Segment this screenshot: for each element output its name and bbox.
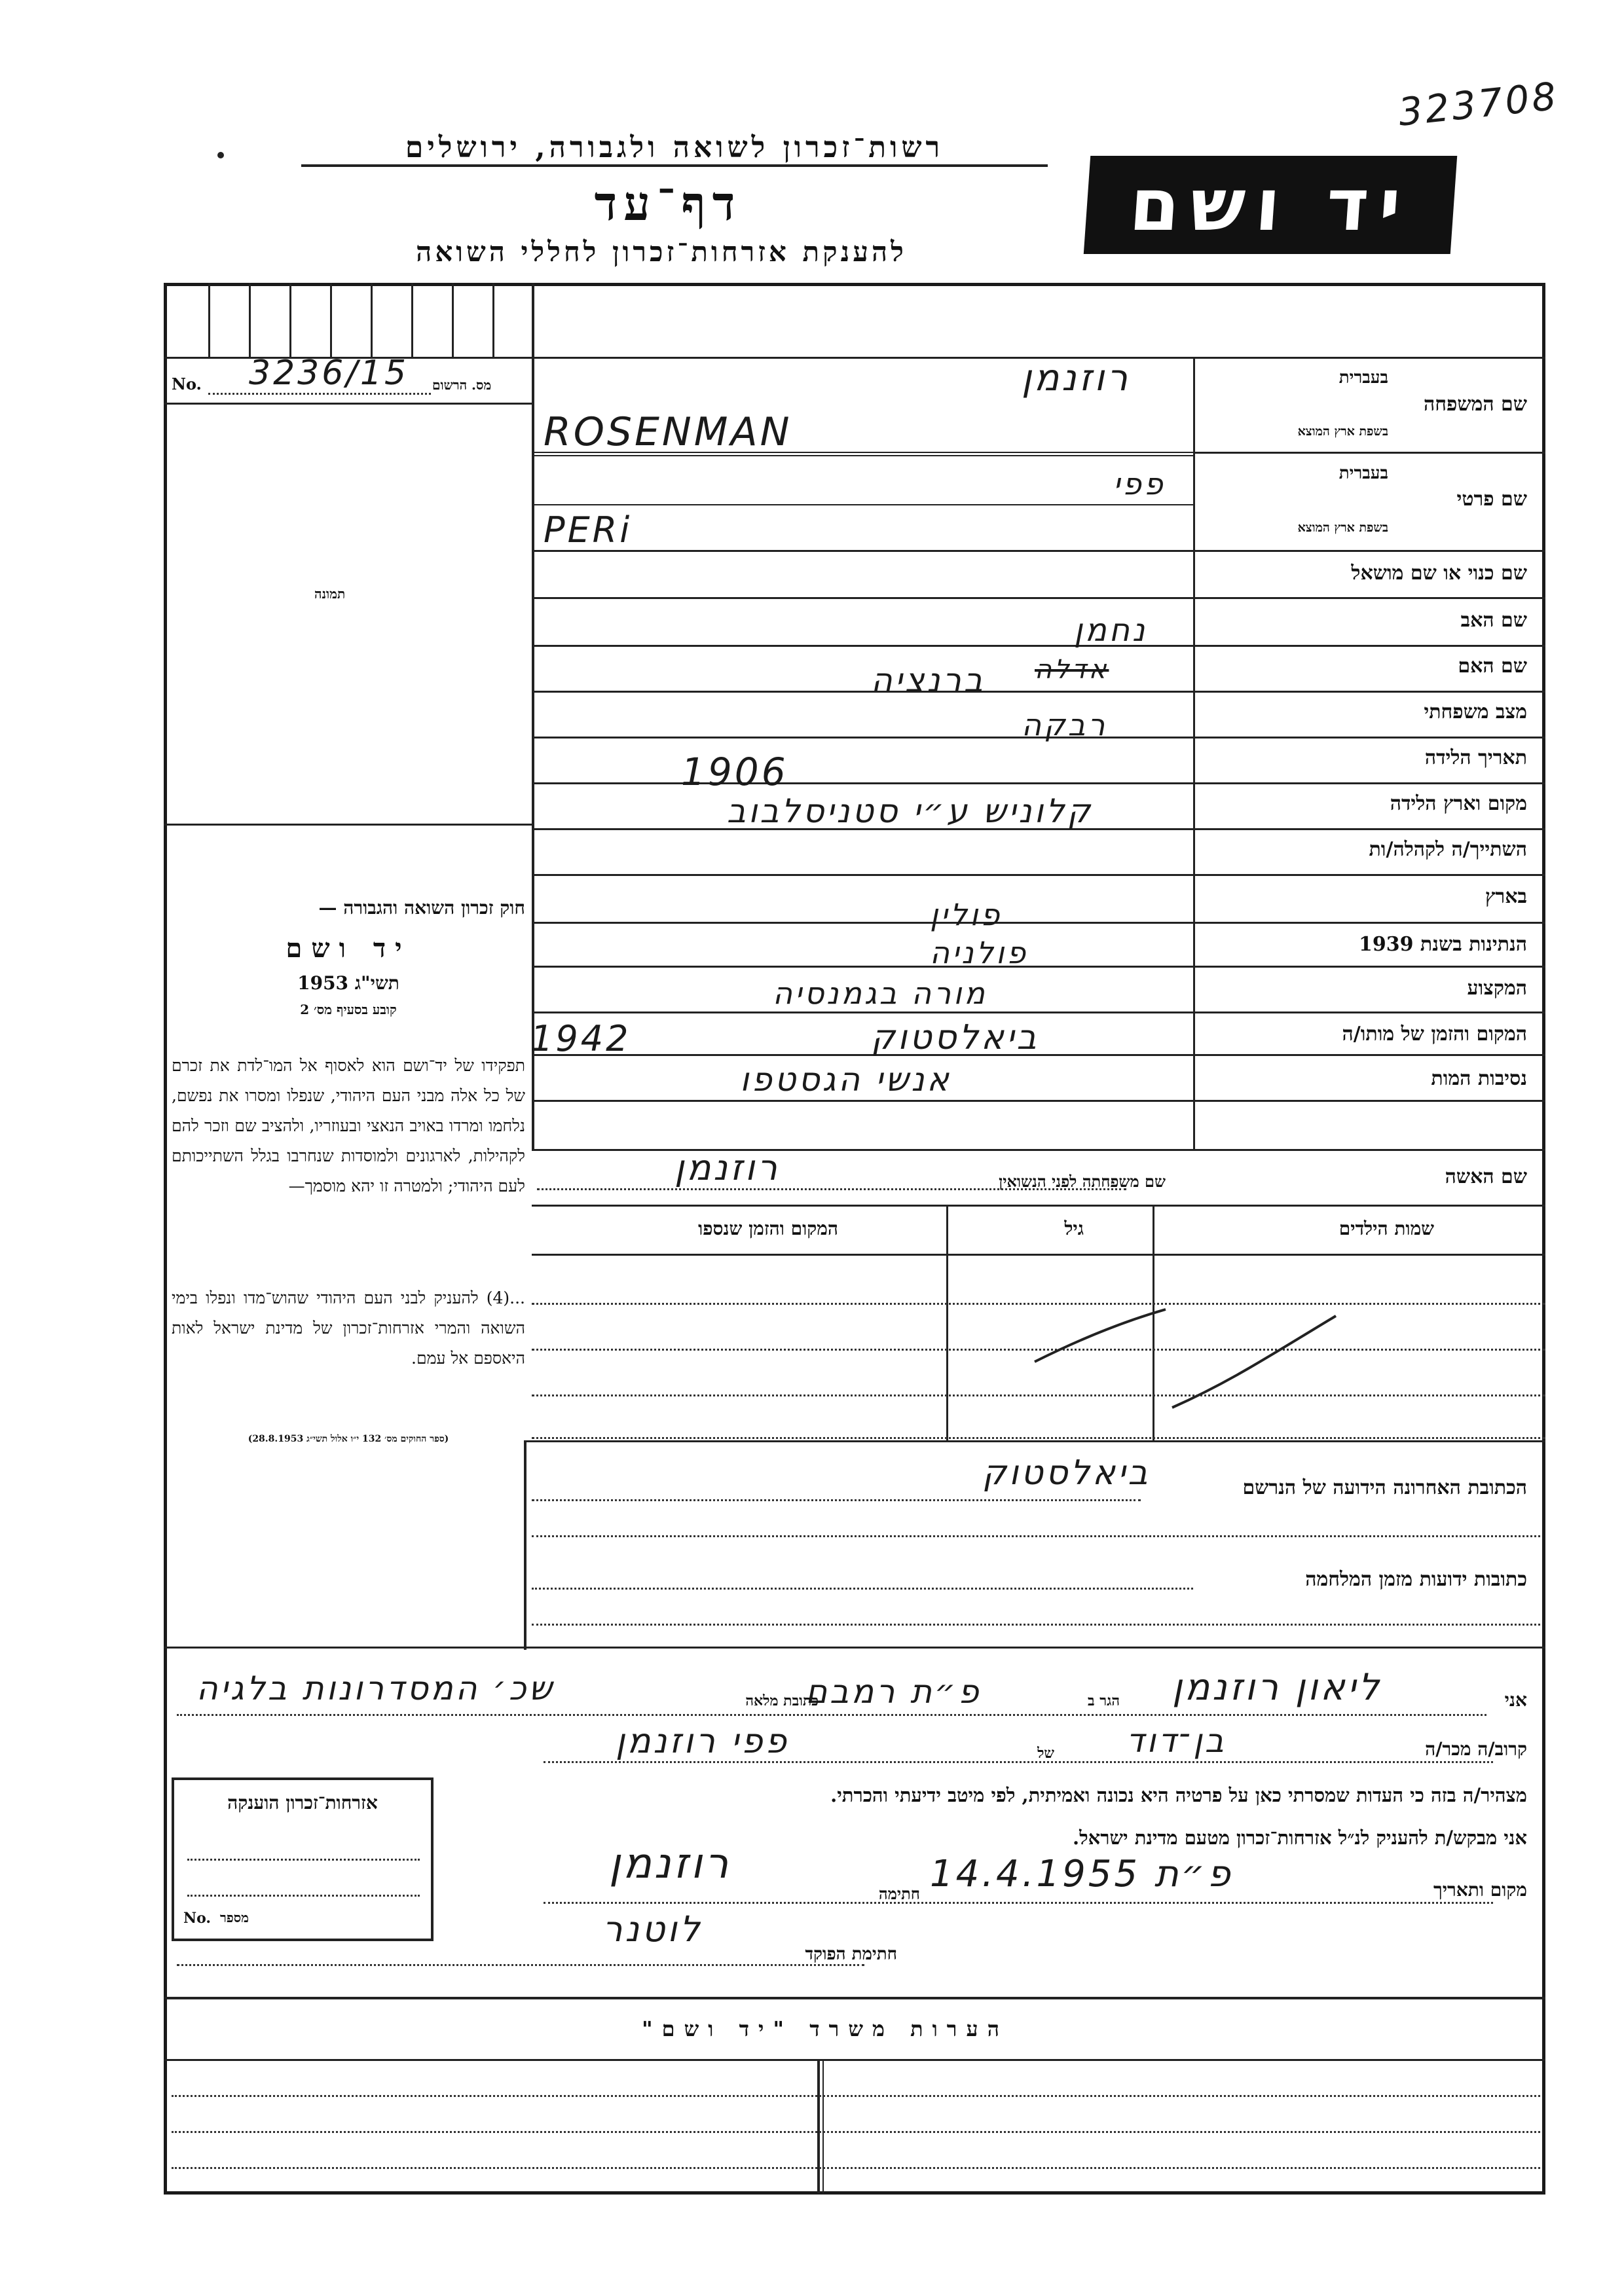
citizenship-no-heb: מספר [220,1910,249,1925]
relative-value: בן־דוד [1126,1722,1227,1760]
family-name-hebrew-sublabel: בעברית [1338,368,1388,388]
law-paragraph-1: תפקידו של יד־ושם הוא לאסוף אל המו־לדת את זכרם של כל אלה מבני העם היהודי, שנפלו ומסרו את נפשם, נלחמו ומרדו באויב הנאצי ובעוזריו, ולהציב שם וזכר להם לקהילות, לארגונים ולמוסדות שנחרבו בגלל השתייכותם לעם היהודי; ולמטרה זו יהא מוסמך— [172,1056,525,1195]
spouse-maiden-value: רוזנמן [674,1147,780,1188]
father-name-value: נחמן [1074,612,1148,649]
photo-placeholder-label: תמונה [314,586,346,602]
archive-stamp-number: 323708 [1396,73,1561,135]
family-name-origin-value: ROSENMAN [544,409,792,455]
marital-status-value: רבקה [1022,707,1108,742]
children-names-header: שמות הילדים [1338,1218,1434,1239]
declarant-name-value: ליאון רוזנמן [1172,1666,1382,1709]
official-signature-label: חתימת הפוקד [805,1944,897,1964]
form-title: דף־עד [594,175,742,231]
spouse-label: שם האשה [1445,1165,1527,1188]
signature-label: חתימה [878,1884,920,1903]
children-death-header: המקום והזמן שנספו [698,1218,838,1239]
death-place-value: ביאלסטוק [871,1018,1039,1057]
citizenship-1939-label: הנתינות בשנת 1939 [1358,933,1527,956]
death-year-value: 1942 [530,1018,631,1059]
yad-vashem-logo [1084,156,1457,254]
citizenship-no-label: No. [183,1910,212,1927]
place-date-label: מקום ותאריך [1433,1879,1527,1901]
country-label: בארץ [1485,885,1527,908]
marital-status-label: מצב משפחתי [1424,701,1527,723]
first-name-label: שם פרטי [1456,488,1527,511]
citizenship-granted-box [172,1777,434,1941]
header-dot [217,152,224,158]
death-circumstances-label: נסיבות המות [1431,1067,1527,1090]
children-strike-marks [1022,1303,1349,1414]
birth-date-label: תאריך הלידה [1424,746,1527,769]
law-title: חוק זכרון השואה והגבורה — [318,897,525,919]
office-notes-title: הערות משרד "יד ושם" [641,2016,1009,2041]
family-name-hebrew-value: רוזנמן [1022,357,1130,399]
logo-text: יד ושם [1126,163,1414,247]
first-name-origin-value: PERi [544,509,633,551]
mother-name-label: שם האם [1458,655,1527,678]
family-name-origin-sublabel: בשפת ארץ המוצא [1297,424,1388,439]
first-name-hebrew-value: פפי [1113,466,1166,501]
community-label: השתייך/ה לקהלה/ות [1369,838,1527,861]
reg-no-value: 3236/15 [249,354,409,393]
statement-2: אני מבקש/ת להעניק לנ״ל אזרחות־זכרון מטעם מדינת ישראל. [1073,1827,1527,1849]
law-paragraph-2: ...(4) להעניק לבני העם היהודי שהוש־מדו ונפלו בימי השואה והמרי אזרחות־זכרון של מדינת ישראל לאות היאספם אל עמם. [172,1288,525,1368]
form-subtitle: להענקת אזרחות־זכרון לחללי השואה [416,236,907,268]
country-value: פולניה [930,935,1029,970]
birth-place-label: מקום וארץ הלידה [1390,792,1527,815]
first-name-hebrew-sublabel: בעברית [1338,464,1388,483]
mother-name-value: ברנציה [871,661,986,699]
of-value: פפי רוזנמן [616,1722,789,1761]
death-place-time-label: המקום והזמן של מותו/ה [1342,1023,1527,1046]
law-clause: קובע בסעיף מס׳ 2 [300,1002,397,1017]
birth-date-value: 1906 [681,750,788,794]
birth-place-value: קלוניש ע״י סטניסלבוב [727,792,1094,830]
nickname-label: שם כנוי או שם מושאל [1351,562,1527,585]
reg-no-label: No. [172,374,202,393]
reg-no-heb-label: מס. הרשום [432,377,492,393]
first-name-origin-sublabel: בשפת ארץ המוצא [1297,520,1388,535]
authority-title: רשות־זכרון לשואה ולגבורה, ירושלים [301,131,1048,167]
wartime-address-label: כתובות ידועות מזמן המלחמה [1305,1568,1527,1591]
statement-1: מצהיר/ה בזה כי העדות שמסרתי כאן על פרטיה היא נכונה ואמיתית, לפי מיטב ידיעתי והכרתי. [830,1784,1527,1806]
official-signature-value: לוטנר [602,1908,703,1950]
of-label: של [1037,1745,1054,1762]
place-date-value: פ״ת 14.4.1955 [930,1853,1233,1895]
death-circumstances-value: אנשי הגסטפו [740,1061,951,1099]
children-age-header: גיל [1064,1218,1084,1239]
law-source: (ספר החוקים מס׳ 132 י״ו אלול תשי״ג 28.8.1953) [248,1434,449,1444]
law-year: תשי"ג 1953 [297,972,399,994]
community-value: פולין [930,897,1003,932]
spouse-maiden-label: שם משפחתה לפני הנשואין [999,1172,1166,1191]
citizenship-granted-title: אזרחות־זכרון הוענקה [227,1792,378,1813]
declarant-i-label: אני [1504,1689,1527,1711]
mother-name-struck-value: אדלה [1035,655,1109,685]
full-address-label: כתובת מלאה [745,1692,819,1709]
last-address-label: הכתובת האחרונה הידועה של הנרשם [1242,1476,1527,1499]
law-name: יד ושם [286,933,411,964]
father-name-label: שם האב [1460,609,1527,632]
residing-label: הגר ב [1088,1692,1120,1709]
relative-label: קרוב/ה מכר/ה [1425,1738,1527,1760]
signature-value: רוזנמן [609,1840,731,1888]
profession-value: מורה בגמנסיה [773,975,987,1011]
profession-label: המקצוע [1467,977,1527,1000]
last-address-value: ביאלסטוק [982,1453,1151,1493]
family-name-label: שם המשפחה [1423,393,1527,416]
residing-value: פ״ת רמבם [805,1673,982,1711]
full-address-value: שכ׳ המסדרונות בלגיה [196,1669,555,1707]
